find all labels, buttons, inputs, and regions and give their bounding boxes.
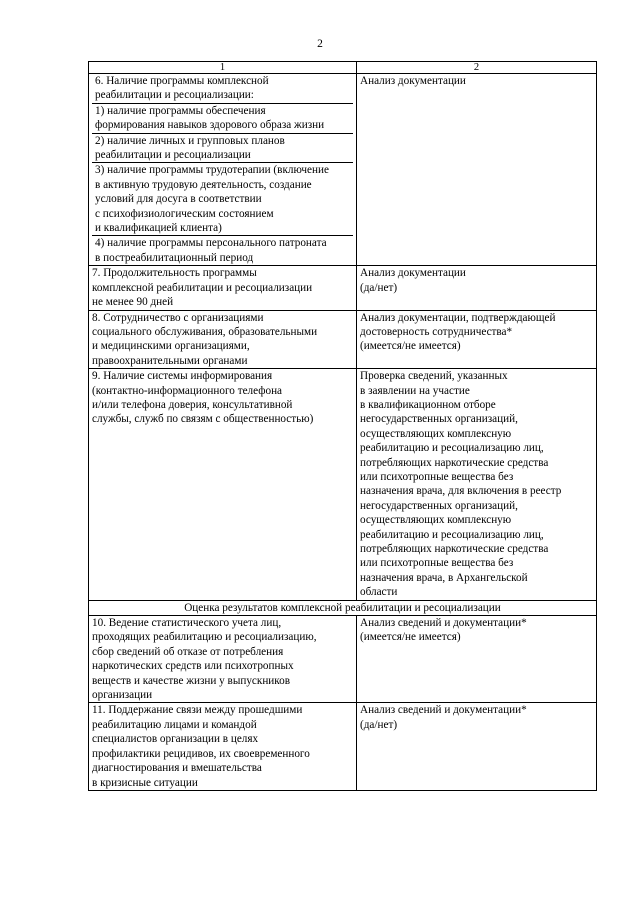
text-line: реабилитацию лицами и командой <box>92 718 257 731</box>
criterion-cell-6 <box>89 74 357 266</box>
text-line: социального обслуживания, образовательными <box>92 325 318 338</box>
text-line: проходящих реабилитацию и ресоциализацию, <box>92 631 317 644</box>
text-line: реабилитацию и ресоциализацию лиц, <box>360 442 544 455</box>
text-line: наркотических средств или психотропных <box>92 660 294 673</box>
text-line: службы, служб по связям с общественностью) <box>92 413 314 426</box>
criterion-cell-11 <box>89 703 357 790</box>
text-line: формирования навыков здорового образа жизни <box>95 119 325 132</box>
table-row-10 <box>89 616 597 703</box>
text-line: 4) наличие программы персонального патроната <box>95 237 327 250</box>
text-line: комплексной реабилитации и ресоциализации <box>92 281 313 294</box>
text-line: и квалификацией клиента) <box>95 222 222 235</box>
text-line: в квалификационном отборе <box>360 398 496 411</box>
text-line: осуществляющих комплексную <box>360 427 512 440</box>
criterion-6-sub-4 <box>92 236 353 265</box>
table-row-7 <box>89 266 597 310</box>
text-line: с психофизиологическим состоянием <box>95 207 274 220</box>
criterion-cell-9 <box>89 369 357 601</box>
criterion-6-sub-1 <box>92 104 353 134</box>
text-line: Анализ документации <box>360 267 466 280</box>
text-line: области <box>360 586 398 599</box>
text-line: реабилитации и ресоциализации: <box>95 89 254 102</box>
method-cell-6 <box>357 74 597 266</box>
table-row-11 <box>89 703 597 790</box>
text-line: специалистов организации в целях <box>92 733 259 746</box>
criterion-6-sub-3 <box>92 163 353 236</box>
text-line: или психотропные вещества без <box>360 470 514 483</box>
text-line: (имеется/не имеется) <box>360 631 461 644</box>
criterion-cell-8 <box>89 310 357 369</box>
table-row-9 <box>89 369 597 601</box>
text-line: (имеется/не имеется) <box>360 340 461 353</box>
page-number: 2 <box>317 38 323 50</box>
text-line: сбор сведений об отказе от потребления <box>92 645 284 658</box>
text-line: негосударственных организаций, <box>360 413 518 426</box>
text-line: Анализ сведений и документации* <box>360 617 527 630</box>
text-line: потребляющих наркотические средства <box>360 543 549 555</box>
criterion-cell-10 <box>89 616 357 703</box>
text-line: достоверность сотрудничества* <box>360 325 513 338</box>
text-line: 10. Ведение статистического учета лиц, <box>92 617 282 630</box>
text-line: 11. Поддержание связи между прошедшими <box>92 704 303 717</box>
text-line: организации <box>92 689 153 702</box>
text-line: назначения врача, для включения в реестр <box>360 485 562 498</box>
section-title: Оценка результатов комплексной реабилитации и ресоциализации <box>89 600 597 615</box>
text-line: реабилитацию и ресоциализацию лиц, <box>360 528 544 541</box>
text-line: 1) наличие программы обеспечения <box>95 104 266 117</box>
column-number-1: 1 <box>89 62 357 74</box>
text-line: назначения врача, в Архангельской <box>360 571 528 584</box>
column-number-2: 2 <box>357 62 597 74</box>
text-line: профилактики рецидивов, их своевременного <box>92 747 310 760</box>
text-line: веществ и качестве жизни у выпускников <box>92 674 291 687</box>
method-cell-11 <box>357 703 597 790</box>
text-line: в заявлении на участие <box>360 384 470 397</box>
criterion-cell-7 <box>89 266 357 310</box>
text-line: потребляющих наркотические средства <box>360 456 549 469</box>
criteria-table <box>88 61 597 791</box>
method-cell-7 <box>357 266 597 310</box>
section-heading-row <box>89 600 597 615</box>
text-line: не менее 90 дней <box>92 296 174 309</box>
table-row-6 <box>89 74 597 266</box>
criterion-6-sub-2 <box>92 134 353 164</box>
text-line: условий для досуга в соответствии <box>95 193 262 206</box>
method-cell-8 <box>357 310 597 369</box>
text-line: или психотропные вещества без <box>360 557 514 570</box>
table-row-8 <box>89 310 597 369</box>
text-line: 6. Наличие программы комплексной <box>95 75 269 87</box>
text-line: реабилитации и ресоциализации <box>95 149 251 162</box>
text-line: в активную трудовую деятельность, создание <box>95 178 312 191</box>
text-line: и медицинскими организациями, <box>92 340 250 353</box>
text-line: осуществляющих комплексную <box>360 514 512 527</box>
text-line: (да/нет) <box>360 281 398 294</box>
text-line: негосударственных организаций, <box>360 499 518 512</box>
table-header-row <box>89 62 597 74</box>
text-line: (контактно-информационного телефона <box>92 384 283 397</box>
text-line: 7. Продолжительность программы <box>92 267 257 280</box>
text-line: в постреабилитационный период <box>95 251 254 264</box>
method-cell-9 <box>357 369 597 601</box>
text-line: в кризисные ситуации <box>92 776 198 789</box>
text-line: 3) наличие программы трудотерапии (включение <box>95 164 329 177</box>
text-line: диагностирования и вмешательства <box>92 762 262 775</box>
text-line: и/или телефона доверия, консультативной <box>92 398 293 411</box>
text-line: Анализ документации <box>360 75 466 87</box>
text-line: правоохранительными органами <box>92 354 248 367</box>
text-line: 2) наличие личных и групповых планов <box>95 134 285 147</box>
text-line: (да/нет) <box>360 718 398 731</box>
text-line: 9. Наличие системы информирования <box>92 370 273 383</box>
text-line: Анализ сведений и документации* <box>360 704 527 717</box>
method-cell-10 <box>357 616 597 703</box>
criterion-6-title <box>92 74 353 104</box>
text-line: Анализ документации, подтверждающей <box>360 311 556 324</box>
text-line: 8. Сотрудничество с организациями <box>92 311 264 324</box>
text-line: Проверка сведений, указанных <box>360 370 508 383</box>
